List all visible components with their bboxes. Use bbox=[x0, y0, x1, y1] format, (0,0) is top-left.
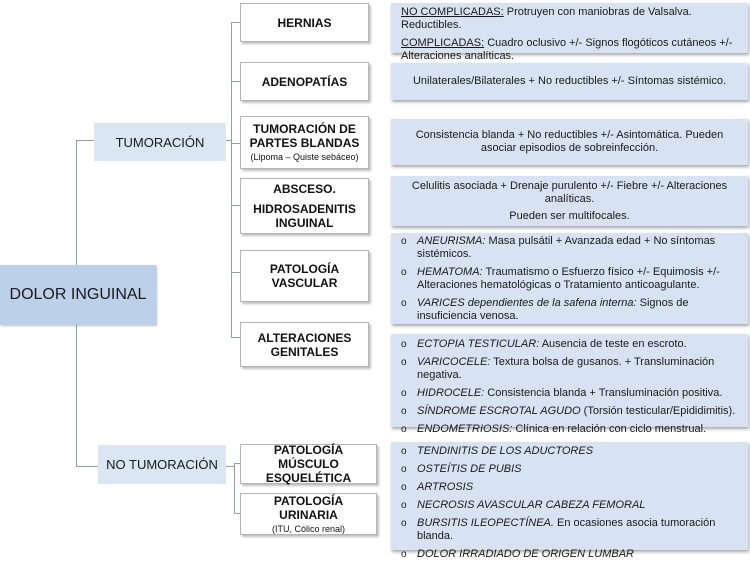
category-vascular-line2: VASCULAR bbox=[271, 276, 338, 290]
genitales-item-term: HIDROCELE: bbox=[417, 387, 485, 399]
category-absceso-line3: INGUINAL bbox=[275, 216, 334, 230]
desc-hernias-complicadas-label: COMPLICADAS: bbox=[401, 37, 485, 49]
no-tumoracion-item-term: NECROSIS AVASCULAR CABEZA FEMORAL bbox=[417, 499, 646, 511]
category-tpb-line1: TUMORACIÓN DE bbox=[253, 122, 356, 136]
category-adenopatias-label: ADENOPATÍAS bbox=[261, 74, 348, 89]
category-tpb-sub: (Lipoma – Quiste sebáceo) bbox=[250, 152, 359, 162]
no-tumoracion-item-text: En ocasiones asocia tumoración blanda. bbox=[417, 517, 716, 542]
connector-tumoracion-partes bbox=[231, 143, 240, 144]
branch-no-tumoracion-label: NO TUMORACIÓN bbox=[106, 457, 218, 472]
genitales-item bbox=[391, 338, 748, 351]
genitales-item bbox=[391, 387, 748, 400]
no-tumoracion-item-term: BURSITIS ILEOPECTÍNEA. bbox=[417, 517, 554, 529]
branch-tumoracion-label: TUMORACIÓN bbox=[115, 134, 205, 150]
vascular-item-term: HEMATOMA: bbox=[417, 266, 483, 278]
category-musculo-line2: ESQUELÉTICA bbox=[265, 471, 352, 485]
desc-adenopatias-text: Unilaterales/Bilaterales + No reductibles +/- Síntomas sistémico. bbox=[412, 75, 727, 87]
desc-vascular bbox=[391, 233, 748, 324]
genitales-item-text: Textura bolsa de gusanos. + Transluminación negativa. bbox=[417, 356, 715, 381]
root-label: DOLOR INGUINAL bbox=[9, 286, 147, 303]
genitales-item-term: VARICOCELE: bbox=[417, 356, 491, 368]
root-node bbox=[0, 265, 156, 325]
category-hernias-label: HERNIAS bbox=[277, 15, 332, 30]
desc-hernias-no-complicadas-label: NO COMPLICADAS: bbox=[401, 6, 504, 18]
no-tumoracion-item bbox=[391, 517, 748, 543]
category-tpb-line2: PARTES BLANDAS bbox=[249, 136, 360, 150]
vascular-item-term: ANEURISMA: bbox=[417, 235, 486, 247]
connector-adenopatias bbox=[231, 81, 240, 82]
no-tumoracion-item-term: TENDINITIS DE LOS ADUCTORES bbox=[417, 445, 594, 457]
connector-hernias bbox=[231, 22, 240, 23]
desc-hernias-complicadas-text: Cuadro oclusivo +/- Signos flogóticos cutáneos +/- Alteraciones analíticas. bbox=[401, 37, 733, 62]
category-genitales-line2: GENITALES bbox=[270, 344, 339, 359]
desc-absceso-line1: Celulitis asociada + Drenaje purulento +/- Fiebre +/- Alteraciones analíticas. bbox=[411, 179, 728, 205]
category-tumoracion-partes-blandas bbox=[240, 116, 369, 169]
vascular-item bbox=[391, 266, 748, 292]
genitales-item-text: Clínica en relación con ciclo menstrual. bbox=[512, 423, 707, 435]
desc-hernias-complicadas bbox=[401, 37, 738, 63]
category-absceso bbox=[240, 178, 369, 234]
vascular-item-text: Traumatismo o Esfuerzo físico +/- Equimosis +/- Alteraciones hematológicas o Tratamiento anticoagulante. bbox=[417, 266, 720, 291]
no-tumoracion-item-term: DOLOR IRRADIADO DE ORIGEN LUMBAR bbox=[417, 548, 634, 560]
genitales-item-term: SÍNDROME ESCROTAL AGUDO bbox=[417, 405, 581, 417]
category-absceso-line2: HIDROSADENITIS bbox=[253, 202, 356, 216]
category-genitales-line1: ALTERACIONES bbox=[257, 330, 352, 345]
genitales-item-term: ECTOPIA TESTICULAR: bbox=[417, 338, 540, 350]
category-adenopatias bbox=[240, 62, 369, 101]
category-vascular-line1: PATOLOGÍA bbox=[269, 262, 340, 276]
desc-hernias bbox=[391, 3, 748, 62]
desc-hernias-no-complicadas-text: Protruyen con maniobras de Valsalva. Reductibles. bbox=[401, 6, 692, 31]
genitales-item bbox=[391, 356, 748, 382]
desc-absceso bbox=[391, 176, 748, 226]
desc-no-tumoracion bbox=[391, 442, 748, 560]
connector-tumoracion-trunk bbox=[231, 22, 232, 337]
vascular-item bbox=[391, 297, 748, 323]
vascular-item bbox=[391, 235, 748, 261]
genitales-item-text: Consistencia blanda + Transluminación positiva. bbox=[484, 387, 723, 399]
no-tumoracion-item-term: ARTROSIS bbox=[417, 481, 474, 493]
category-urinaria-title: PATOLOGÍA URINARIA bbox=[273, 493, 344, 522]
desc-genitales bbox=[391, 334, 748, 435]
genitales-item-term: ENDOMETRIOSIS: bbox=[417, 423, 513, 435]
desc-tpb-text: Consistencia blanda + No reductibles +/- Asintomática. Pueden asociar episodios de sobreinfección. bbox=[415, 129, 724, 154]
no-tumoracion-item bbox=[391, 499, 748, 512]
branch-tumoracion bbox=[94, 123, 226, 161]
no-tumoracion-item bbox=[391, 481, 748, 494]
desc-tumoracion-partes-blandas bbox=[391, 119, 748, 165]
connector-absceso bbox=[231, 205, 240, 206]
connector-to-tumoracion bbox=[76, 140, 94, 141]
category-absceso-line1: ABSCESO. bbox=[273, 182, 336, 196]
connector-vascular bbox=[231, 272, 240, 273]
genitales-item-text: (Torsión testicular/Epididimitis). bbox=[580, 405, 736, 417]
desc-absceso-line2: Pueden ser multifocales. bbox=[509, 209, 630, 222]
connector-to-no-tumoracion bbox=[76, 466, 98, 467]
category-musculo-esqueletica bbox=[240, 444, 377, 484]
no-tumoracion-item bbox=[391, 445, 748, 458]
desc-hernias-no-complicadas bbox=[401, 6, 738, 32]
connector-genitales bbox=[231, 337, 240, 338]
category-patologia-vascular bbox=[240, 250, 369, 302]
no-tumoracion-item bbox=[391, 463, 748, 476]
vascular-item-term: VARICES dependientes de la safena interna: bbox=[417, 297, 637, 309]
vascular-item-text: Signos de insuficiencia venosa. bbox=[417, 297, 689, 322]
desc-adenopatias bbox=[391, 63, 748, 100]
category-patologia-urinaria bbox=[240, 493, 377, 535]
genitales-item bbox=[391, 405, 748, 418]
connector-no-tumoracion-trunk bbox=[234, 463, 235, 513]
genitales-item bbox=[391, 423, 748, 436]
category-alteraciones-genitales bbox=[240, 322, 369, 367]
category-hernias bbox=[240, 3, 369, 42]
genitales-item-text: Ausencia de teste en escroto. bbox=[539, 338, 687, 350]
connector-no-tumoracion-stub bbox=[226, 466, 234, 467]
category-urinaria-sub: (ITU, Cólico renal) bbox=[271, 523, 345, 534]
vascular-item-text: Masa pulsátil + Avanzada edad + No síntomas sistémicos. bbox=[417, 235, 716, 260]
branch-no-tumoracion bbox=[98, 445, 226, 484]
connector-tumoracion-stub bbox=[226, 140, 231, 141]
category-musculo-line1: PATOLOGÍA MÚSCULO bbox=[273, 443, 344, 471]
no-tumoracion-item-term: OSTEÍTIS DE PUBIS bbox=[417, 463, 522, 475]
